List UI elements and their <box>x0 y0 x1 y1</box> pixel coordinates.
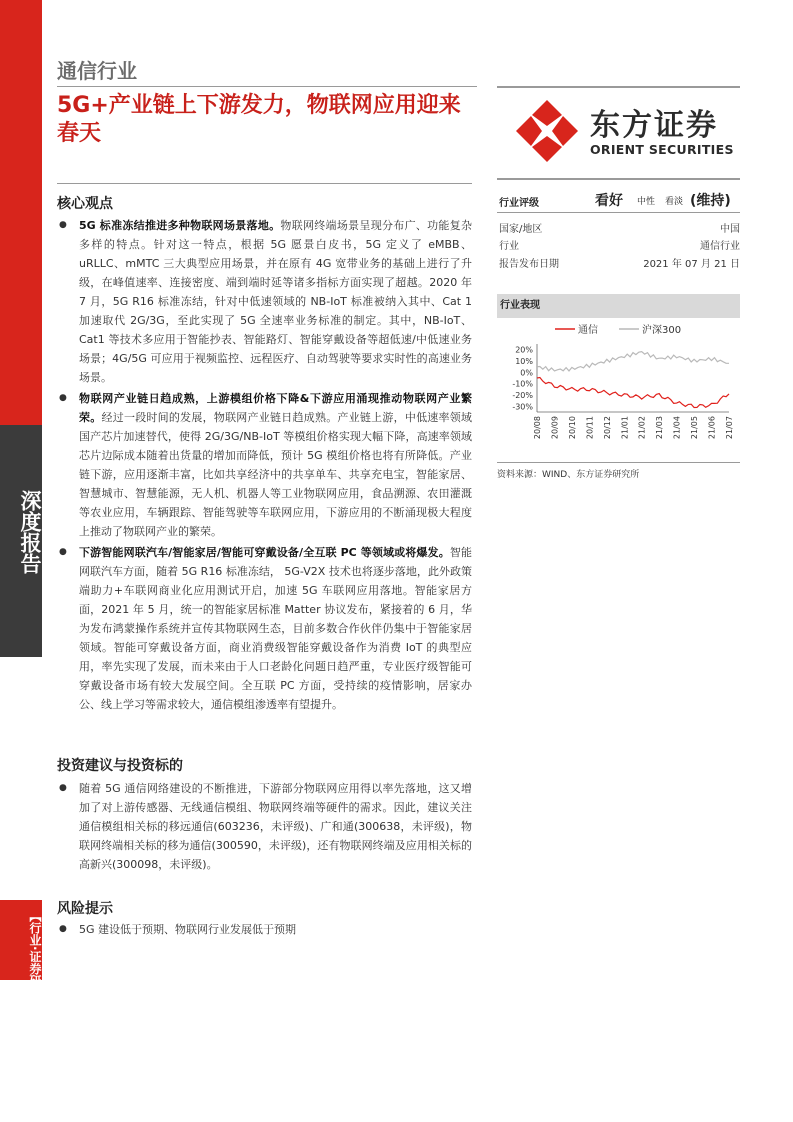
x-tick-label: 21/02 <box>637 416 647 440</box>
y-tick-label: -30% <box>512 402 533 412</box>
x-tick-label: 21/05 <box>690 416 700 440</box>
info-value: 2021 年 07 月 21 日 <box>643 259 740 270</box>
bullet-icon: ● <box>59 783 67 793</box>
y-tick-label: -10% <box>512 379 533 389</box>
x-tick-label: 20/12 <box>602 416 612 440</box>
bullet-icon: ● <box>59 220 67 230</box>
risk-text: 5G 建设低于预期、物联网行业发展低于预期 <box>79 923 297 936</box>
rating-option: 看淡 <box>665 197 684 207</box>
bullet-icon: ● <box>59 924 67 934</box>
point-lead: 下游智能网联汽车/智能家居/智能可穿戴设备/全互联 PC 等领域或将爆发。 <box>79 546 450 559</box>
rating-option: 中性 <box>637 197 656 207</box>
list-item <box>57 389 472 541</box>
x-tick-label: 21/07 <box>725 416 734 440</box>
x-tick-label: 20/09 <box>550 416 560 440</box>
legend-label: 通信 <box>578 325 598 336</box>
x-tick-label: 20/11 <box>585 416 595 440</box>
info-row <box>497 237 740 253</box>
logo-mark-icon <box>514 98 580 164</box>
point-body: 智能网联汽车方面，随着 5G R16 标准冻结， 5G-V2X 技术也将逐步落地，此外政策端助力+车联网商业化应用测试开启，加速 5G 车联网应用落地。智能家居方面，2021 年 5 月，统一的智能家居标准 Matter 协议发布，紧接着的 6 月，华为发布鸿蒙操作系统并宣传其物联网生态，目前多数合作伙伴仍集中于智能家居领域。智能可穿戴设备方面，商业消费级智能穿戴设备作为消费 IoT 的典型应用，率先实现了发展，而未来由于人口老龄化问题日趋严重，专业医疗级智能可穿戴设备市场有较大发展空间。全互联 PC 方面，受持续的疫情影响，居家办公、线上学习等需求较大，通信模组渗透率有望提升。 <box>79 546 472 711</box>
point-lead: 5G 标准冻结推进多种物联网场景落地。 <box>79 219 281 232</box>
x-tick-label: 21/04 <box>672 416 682 440</box>
info-key: 报告发布日期 <box>499 259 559 270</box>
x-tick-label: 20/08 <box>533 416 542 440</box>
series-line-1 <box>537 352 729 371</box>
list-item <box>57 779 472 874</box>
info-value: 通信行业 <box>700 241 740 252</box>
y-tick-label: -20% <box>512 391 533 400</box>
report-type-label: 深度报告 <box>18 490 42 574</box>
point-body: 物联网终端场景呈现分布广、功能复杂多样的特点。针对这一特点，根据 5G 愿景白皮书，5G 定义了 eMBB、uRLLC、mMTC 三大典型应用场景，并在原有 4G 宽带业务的基础上进行了升级，在峰值速率、连接密度、端到端时延等诸多指标方面实现了超越。2020 年 7 月，5G R16 标准冻结，针对中低速领域的 NB-IoT 标准被纳入其中、Cat 1 加速取代 2G/3G，至此实现了 5G 全速率业务标准的制定。其中，NB-IoT、Cat1 等技术多应用于智能抄表、智能路灯、智能穿戴设备等超低速/中低速业务场景；4G/5G 可应用于视频监控、远程医疗、自动驾驶等要求实时性的高速业务场景。 <box>79 219 473 384</box>
x-tick-label: 21/03 <box>655 416 665 440</box>
x-tick-label: 21/01 <box>620 416 630 440</box>
rating-label: 行业评级 <box>499 198 539 209</box>
performance-header <box>497 294 740 318</box>
divider <box>497 178 740 180</box>
divider <box>497 86 740 88</box>
section-title-core: 核心观点 <box>57 196 113 212</box>
info-row <box>497 220 740 236</box>
logo-cn-name: 东方证券 <box>590 108 718 143</box>
rating-status: (维持) <box>690 193 731 209</box>
info-key: 国家/地区 <box>499 224 543 235</box>
chart-source: 资料来源：WIND、东方证券研究所 <box>497 470 640 480</box>
bullet-icon: ● <box>59 547 67 557</box>
bullet-icon: ● <box>59 393 67 403</box>
divider <box>497 212 740 213</box>
report-title: 5G+产业链上下游发力，物联网应用迎来春天 <box>57 93 461 146</box>
y-tick-label: 10% <box>515 357 533 366</box>
point-lead: 物联网产业链日趋成熟，上游模组价格下降&下游应用涌现推动物联网产业繁荣。 <box>79 392 472 424</box>
list-item <box>57 543 472 714</box>
list-item <box>57 920 472 939</box>
info-key: 行业 <box>499 241 519 252</box>
rail-bottom-label: 【行业·证券研 <box>28 910 42 987</box>
section-title-risk: 风险提示 <box>57 901 113 917</box>
x-tick-label: 21/06 <box>707 416 717 440</box>
legend-label: 沪深300 <box>642 325 682 336</box>
risk-hints <box>57 920 472 939</box>
industry-label: 通信行业 <box>57 59 137 83</box>
list-item <box>57 216 472 387</box>
point-body: 经过一段时间的发展，物联网产业链日趋成熟。产业链上游，中低速率领域国产芯片加速替代，使得 2G/3G/NB-IoT 等模组价格实现大幅下降，高速率领域芯片边际成本随着出货量的增加而降低，预计 5G 模组价格也将有所降低。产业链下游，应用逐渐丰富，比如共享经济中的共享单车、共享充电宝，智能家居、智慧城市、智慧能源，无人机、机器人等工业物联网应用，食品溯源、农田灌溉等农业应用，车辆跟踪、智能驾驶等车联网应用，下游应用的不断涌现极大程度上推动了物联网产业的繁荣。 <box>79 411 473 538</box>
divider <box>497 462 740 463</box>
divider <box>57 183 472 184</box>
industry-performance-chart <box>497 320 740 460</box>
info-value: 中国 <box>720 224 740 235</box>
logo <box>510 96 745 166</box>
core-views <box>57 216 472 714</box>
performance-title: 行业表现 <box>500 300 540 311</box>
left-rail-red <box>0 0 42 425</box>
info-row <box>497 255 740 271</box>
y-tick-label: 20% <box>515 345 533 355</box>
series-line-0 <box>537 378 729 408</box>
section-title-invest: 投资建议与投资标的 <box>57 758 183 774</box>
invest-text: 随着 5G 通信网络建设的不断推进，下游部分物联网应用得以率先落地，这又增加了对上游传感器、无线通信模组、物联网终端等硬件的需求。因此，建议关注通信模组相关标的移远通信(603236，未评级)、广和通(300638，未评级)，物联网终端相关标的移为通信(300590，未评级)，还有物联网终端及应用相关标的高新兴(300098，未评级)。 <box>79 782 472 871</box>
invest-advice <box>57 779 472 874</box>
rating-current: 看好 <box>595 193 623 209</box>
logo-en-name: ORIENT SECURITIES <box>590 142 734 157</box>
x-tick-label: 20/10 <box>567 416 577 440</box>
y-tick-label: 0% <box>520 368 533 378</box>
divider <box>57 86 477 87</box>
rating-row <box>497 190 740 210</box>
